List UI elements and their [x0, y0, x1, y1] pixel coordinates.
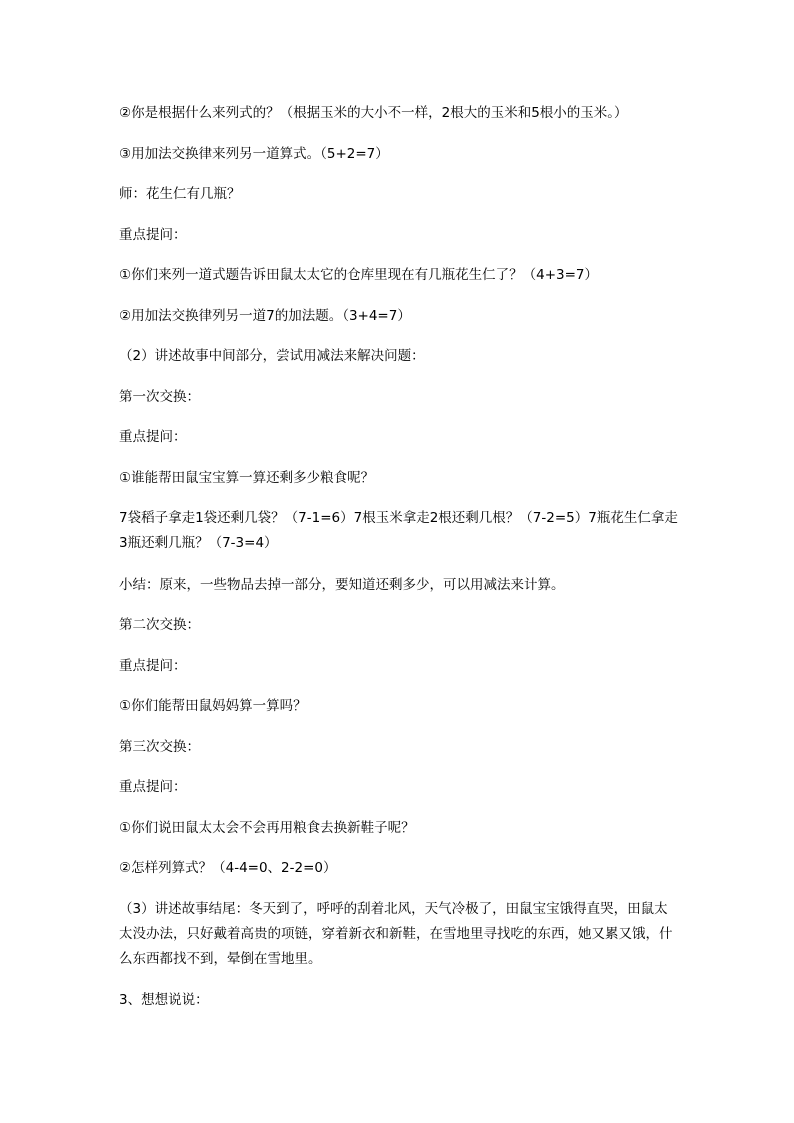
paragraph-teacher-peanuts: 师：花生仁有几瓶？: [119, 186, 241, 202]
paragraph-subtraction-examples: 7袋稻子拿走1袋还剩几袋？（7-1=6）7根玉米拿走2根还剩几根？（7-2=5）7瓶花生仁拿走3瓶还剩几瓶？（7-3=4）: [119, 510, 678, 551]
paragraph-question-1-mother: ①你们能帮田鼠妈妈算一算吗？: [119, 698, 307, 714]
paragraph-question-1-peanuts: ①你们来列一道式题告诉田鼠太太它的仓库里现在有几瓶花生仁了？（4+3=7）: [119, 267, 598, 283]
paragraph-question-1-shoes: ①你们说田鼠太太会不会再用粮食去换新鞋子呢？: [119, 819, 415, 836]
paragraph-summary: 小结：原来，一些物品去掉一部分，要知道还剩多少，可以用减法来计算。: [119, 576, 565, 593]
paragraph-story-middle: （2）讲述故事中间部分，尝试用减法来解决问题：: [119, 348, 425, 364]
paragraph-key-questions-heading: 重点提问：: [119, 779, 187, 795]
paragraph-question-2-basis: ②你是根据什么来列式的？（根据玉米的大小不一样，2根大的玉米和5根小的玉米。）: [119, 105, 628, 121]
paragraph-story-ending: （3）讲述故事结尾：冬天到了，呼呼的刮着北风，天气冷极了，田鼠宝宝饿得直哭，田鼠太太没办法，只好戴着高贵的项链，穿着新衣和新鞋，在雪地里寻找吃的东西，她又累又饿，什么东西都找不到，晕倒在雪地里。: [119, 900, 673, 967]
paragraph-question-1-remaining: ①谁能帮田鼠宝宝算一算还剩多少粮食呢？: [119, 469, 375, 486]
paragraph-question-2-equations: ②怎样列算式？（4-4=0、2-2=0）: [119, 860, 337, 876]
paragraph-second-exchange: 第二次交换：: [119, 617, 200, 633]
document-body: [119, 101, 679, 1012]
paragraph-third-exchange: 第三次交换：: [119, 738, 200, 755]
paragraph-key-questions-heading: 重点提问：: [119, 226, 187, 243]
paragraph-key-questions-heading: 重点提问：: [119, 429, 187, 445]
paragraph-question-2-addition: ②用加法交换律列另一道7的加法题。（3+4=7）: [119, 307, 411, 324]
paragraph-question-3-commutative: ③用加法交换律来列另一道算式。（5+2=7）: [119, 145, 389, 162]
paragraph-think-and-say: 3、想想说说：: [119, 992, 209, 1008]
paragraph-first-exchange: 第一次交换：: [119, 388, 200, 405]
paragraph-key-questions-heading: 重点提问：: [119, 657, 187, 674]
